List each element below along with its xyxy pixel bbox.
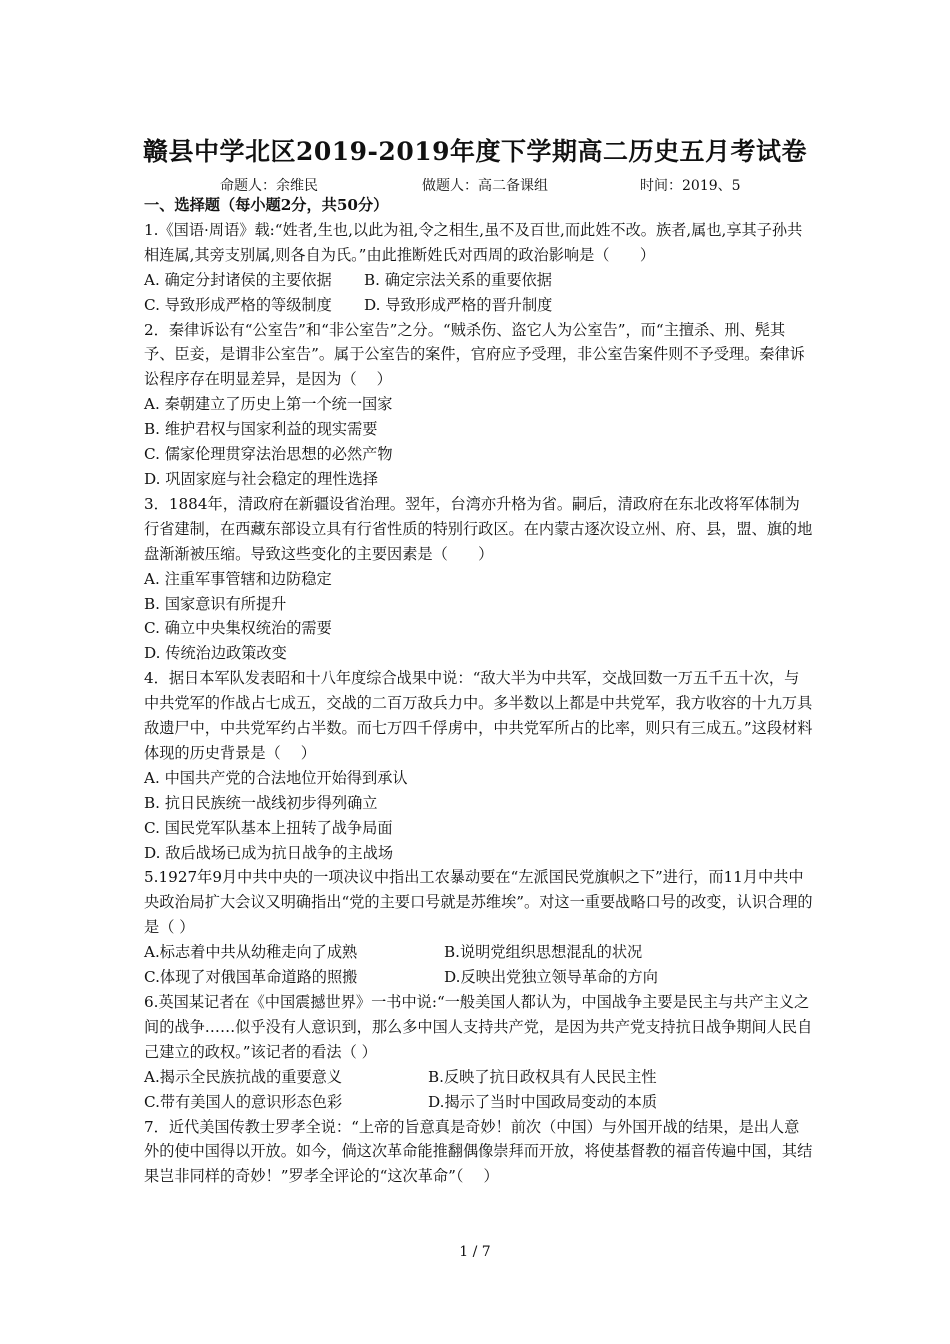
question-stem: 5.1927年9月中共中央的一项决议中指出工农暴动要在“左派国民党旗帜之下”进行，而11月中共中央政治局扩大会议又明确指出“党的主要口号就是苏维埃”。对这一重要战略口号的改变，认识合理的是（ ） — [144, 868, 813, 937]
question-stem: 1.《国语·周语》载:“姓者,生也,以此为祖,令之相生,虽不及百世,而此姓不改。族者,属也,享其子孙共相连属,其旁支别属,则各自为氏。”由此推断姓氏对西周的政治影响是（ ） — [144, 220, 803, 264]
page-number: 1 / 7 — [459, 1244, 491, 1260]
option: D.揭示了当时中国政局变动的本质 — [428, 1092, 658, 1111]
option: D. 敌后战场已成为抗日战争的主战场 — [144, 843, 394, 862]
option-row — [144, 1090, 814, 1115]
option: A. 注重军事管辖和边防稳定 — [144, 569, 332, 588]
time-label: 时间：2019、5 — [640, 178, 741, 194]
option: B. 抗日民族统一战线初步得列确立 — [144, 793, 378, 812]
option: D. 导致形成严格的晋升制度 — [364, 295, 553, 314]
question-stem: 4．据日本军队发表昭和十八年度综合战果中说：“敌大半为中共军，交战回数一万五千五十次，与中共党军的作战占七成五，交战的二百万敌兵力中。多半数以上都是中共党军，我方收容的十九万具敌遗尸中，中共党军约占半数。而七万四千俘虏中，中共党军所占的比率，则只有三成五。”这段材料体现的历史背景是（ ） — [144, 669, 813, 762]
option: A. 确定分封诸侯的主要依据 — [144, 270, 332, 289]
option: A. 秦朝建立了历史上第一个统一国家 — [144, 395, 393, 414]
option: B. 国家意识有所提升 — [144, 594, 287, 613]
option: A.揭示全民族抗战的重要意义 — [144, 1067, 343, 1086]
exam-title: 赣县中学北区2019-2019年度下学期高二历史五月考试卷 — [142, 137, 808, 166]
option: B. 确定宗法关系的重要依据 — [364, 270, 552, 289]
option: C. 儒家伦理贯穿法治思想的必然产物 — [144, 445, 393, 464]
option: C.带有美国人的意识形态色彩 — [144, 1092, 343, 1111]
option: D. 巩固家庭与社会稳定的理性选择 — [144, 469, 378, 488]
option-row — [144, 1065, 814, 1090]
option: B.反映了抗日政权具有人民民主性 — [428, 1067, 657, 1086]
option: C. 国民党军队基本上扭转了战争局面 — [144, 818, 393, 837]
question-stem: 2．秦律诉讼有“公室告”和“非公室告”之分。“贼杀伤、盗它人为公室告”，而“主擅杀、刑、髡其予、臣妾，是谓非公室告”。属于公室告的案件，官府应予受理，非公室告案件则不予受理。秦律诉讼程序存在明显差异，是因为（ ） — [144, 320, 805, 389]
question-stem: 7．近代美国传教士罗孝全说：“上帝的旨意真是奇妙！前次（中国）与外国开战的结果，是出人意外的使中国得以开放。如今，倘这次革命能推翻偶像崇拜而开放，将使基督教的福音传遍中国，其结果岂非同样的奇妙！”罗孝全评论的“这次革命”（ ） — [144, 1117, 813, 1186]
solver-label: 做题人：高二备课组 — [422, 178, 548, 194]
option: C. 确立中央集权统治的需要 — [144, 619, 332, 638]
option: C.体现了对俄国革命道路的照搬 — [144, 968, 358, 987]
option-row — [144, 940, 814, 965]
question-stem: 6.英国某记者在《中国震撼世界》一书中说:“一般美国人都认为，中国战争主要是民主与共产主义之间的战争……似乎没有人意识到，那么多中国人支持共产党，是因为共产党支持抗日战争期间人民自己建立的政权。”该记者的看法（ ） — [144, 993, 813, 1061]
option: A. 中国共产党的合法地位开始得到承认 — [144, 768, 408, 787]
option: B. 维护君权与国家利益的现实需要 — [144, 420, 378, 439]
option: D. 传统治边政策改变 — [144, 644, 287, 663]
author-label: 命题人：余维民 — [220, 178, 318, 194]
question-stem: 3．1884年，清政府在新疆设省治理。翌年，台湾亦升格为省。嗣后，清政府在东北改将军体制为行省建制，在西藏东部设立具有行省性质的特别行政区。在内蒙古逐次设立州、府、县，盟、旗的地盘渐渐被压缩。导致这些变化的主要因素是（ ） — [144, 494, 813, 563]
exam-body — [144, 193, 814, 1189]
option: C. 导致形成严格的等级制度 — [144, 295, 332, 314]
option-row — [144, 965, 814, 990]
option-row — [144, 268, 814, 293]
option: A.标志着中共从幼稚走向了成熟 — [144, 943, 358, 962]
option: B.说明党组织思想混乱的状况 — [444, 943, 643, 962]
option: D.反映出党独立领导革命的方向 — [444, 968, 658, 987]
section-heading: 一、选择题（每小题2分，共50分） — [144, 196, 389, 214]
option-row — [144, 293, 814, 318]
